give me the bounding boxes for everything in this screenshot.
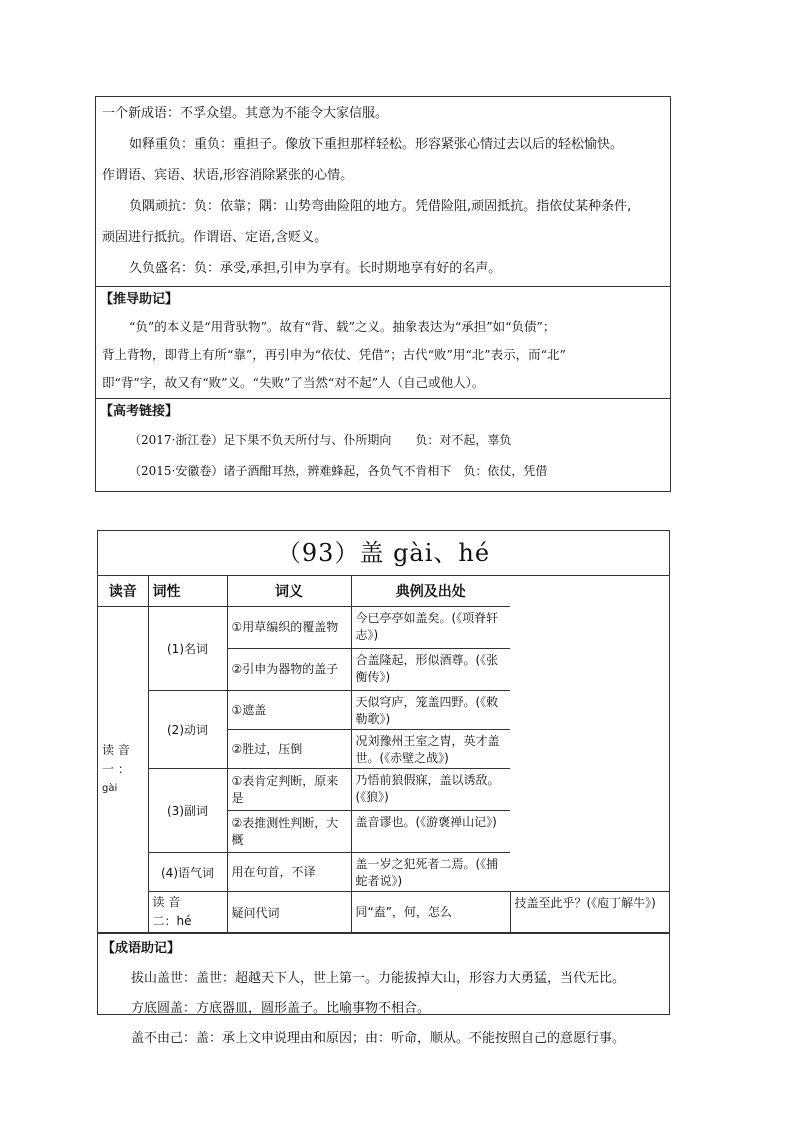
example: 合盖隆起，形似酒尊。(《张衡传》) [351, 649, 510, 691]
header-pos: 词性 [148, 576, 227, 607]
example: 今已亭亭如盖矣。(《项脊轩志》) [351, 607, 510, 649]
table-row [98, 892, 669, 933]
sense: ①表肯定判断，原来是 [227, 769, 351, 811]
idiom-line: 顽固进行抵抗。作谓语、定语,含贬义。 [102, 230, 328, 245]
gaokao-section [96, 399, 670, 491]
example: 况刘豫州王室之胄，英才盖世。(《赤壁之战》) [351, 730, 510, 769]
table-row [98, 607, 669, 649]
idiom-line: 一个新成语：不孚众望。其意为不能令大家信服。 [102, 106, 389, 121]
table-row [98, 853, 669, 892]
tuidao-section [96, 287, 670, 399]
gaokao-line: （2015·安徽卷）诸子酒酣耳热，辨难蜂起，各负气不肯相下 负：依仗，凭借 [129, 464, 548, 478]
idiom-line: 久负盛名：负：承受,承担,引申为享有。长时期地享有好的名声。 [129, 261, 502, 276]
reading-label: 读 音 [102, 743, 130, 757]
example: 技盖至此乎？(《庖丁解牛》) [510, 892, 669, 933]
sense: ②表推测性判断，大概 [227, 811, 351, 853]
reading-one-cell [98, 607, 148, 933]
sense: 用在句首，不译 [227, 853, 351, 892]
header-example: 典例及出处 [351, 576, 510, 607]
pos-verb: (2)动词 [148, 691, 227, 769]
example: 乃悟前狼假寐，盖以诱敌。(《狼》) [351, 769, 510, 811]
reading-two-cell [148, 892, 227, 933]
meaning-table [98, 576, 669, 933]
entry-fu-continued [95, 96, 671, 492]
idiom-memo-section [98, 933, 669, 1054]
gaokao-line: （2017·浙江卷）足下果不负天所付与、仆所期向 负：对不起，辜负 [129, 433, 512, 447]
pos-modal: (4)语气词 [148, 853, 227, 892]
pos-noun: (1)名词 [148, 607, 227, 691]
idiom-line: 拔山盖世：盖世：超越天下人，世上第一。力能拔掉大山，形容力大勇猛，当代无比。 [131, 971, 626, 986]
example: 盖音谬也。(《游褒禅山记》) [351, 811, 510, 853]
reading-label: 读 音 [152, 895, 181, 909]
reading-label: 二：hé [152, 914, 192, 928]
idiom-section [96, 97, 670, 287]
entry-title: （93）盖 gài、hé [98, 531, 669, 576]
idiom-line: 方底圆盖：方底器皿，圆形盖子。比喻事物不相合。 [131, 1001, 431, 1016]
sense: ②胜过，压倒 [227, 730, 351, 769]
sense: 同“盍”，何，怎么 [351, 892, 510, 933]
table-row [98, 691, 669, 730]
sense: ①遮盖 [227, 691, 351, 730]
gaokao-heading: 【高考链接】 [100, 404, 179, 419]
reading-pinyin: gài [102, 783, 118, 794]
idiom-line: 如释重负：重负：重担子。像放下重担那样轻松。形容紧张心情过去以后的轻松愉快。 [129, 137, 624, 152]
table-row [98, 769, 669, 811]
example: 天似穹庐，笼盖四野。(《敕勒歌》) [351, 691, 510, 730]
idiom-memo-heading: 【成语助记】 [102, 941, 181, 956]
table-header-row [98, 576, 669, 607]
reading-label: 一 ： [102, 762, 130, 776]
idiom-line: 盖不由己：盖：承上文申说理由和原因；由：听命，顺从。不能按照自己的意愿行事。 [131, 1031, 626, 1046]
pos-adverb: (3)副词 [148, 769, 227, 853]
sense: ②引申为器物的盖子 [227, 649, 351, 691]
idiom-line: 负隅顽抗：负：依靠；隅：山势弯曲险阻的地方。凭借险阻,顽固抵抗。指依仗某种条件, [129, 199, 632, 214]
idiom-line: 作谓语、宾语、状语,形容消除紧张的心情。 [102, 168, 354, 183]
header-reading: 读音 [98, 576, 148, 607]
example: 盖一岁之犯死者二焉。(《捕蛇者说》) [351, 853, 510, 892]
pos-interrogative: 疑问代词 [227, 892, 351, 933]
sense: ①用草编织的覆盖物 [227, 607, 351, 649]
tuidao-heading: 【推导助记】 [100, 292, 179, 307]
tuidao-line: 背上背物，即背上有所“靠”，再引申为“依仗、凭借”；古代“败”用“北”表示，而“北” [102, 347, 566, 362]
header-meaning: 词义 [227, 576, 351, 607]
tuidao-line: “负”的本义是“用背驮物”。故有“背、载”之义。抽象表达为“承担”如“负债”； [129, 319, 556, 334]
tuidao-line: 即“背”字，故又有“败”义。“失败”了当然“对不起”人（自己或他人）。 [102, 375, 485, 390]
entry-gai [97, 530, 670, 1046]
